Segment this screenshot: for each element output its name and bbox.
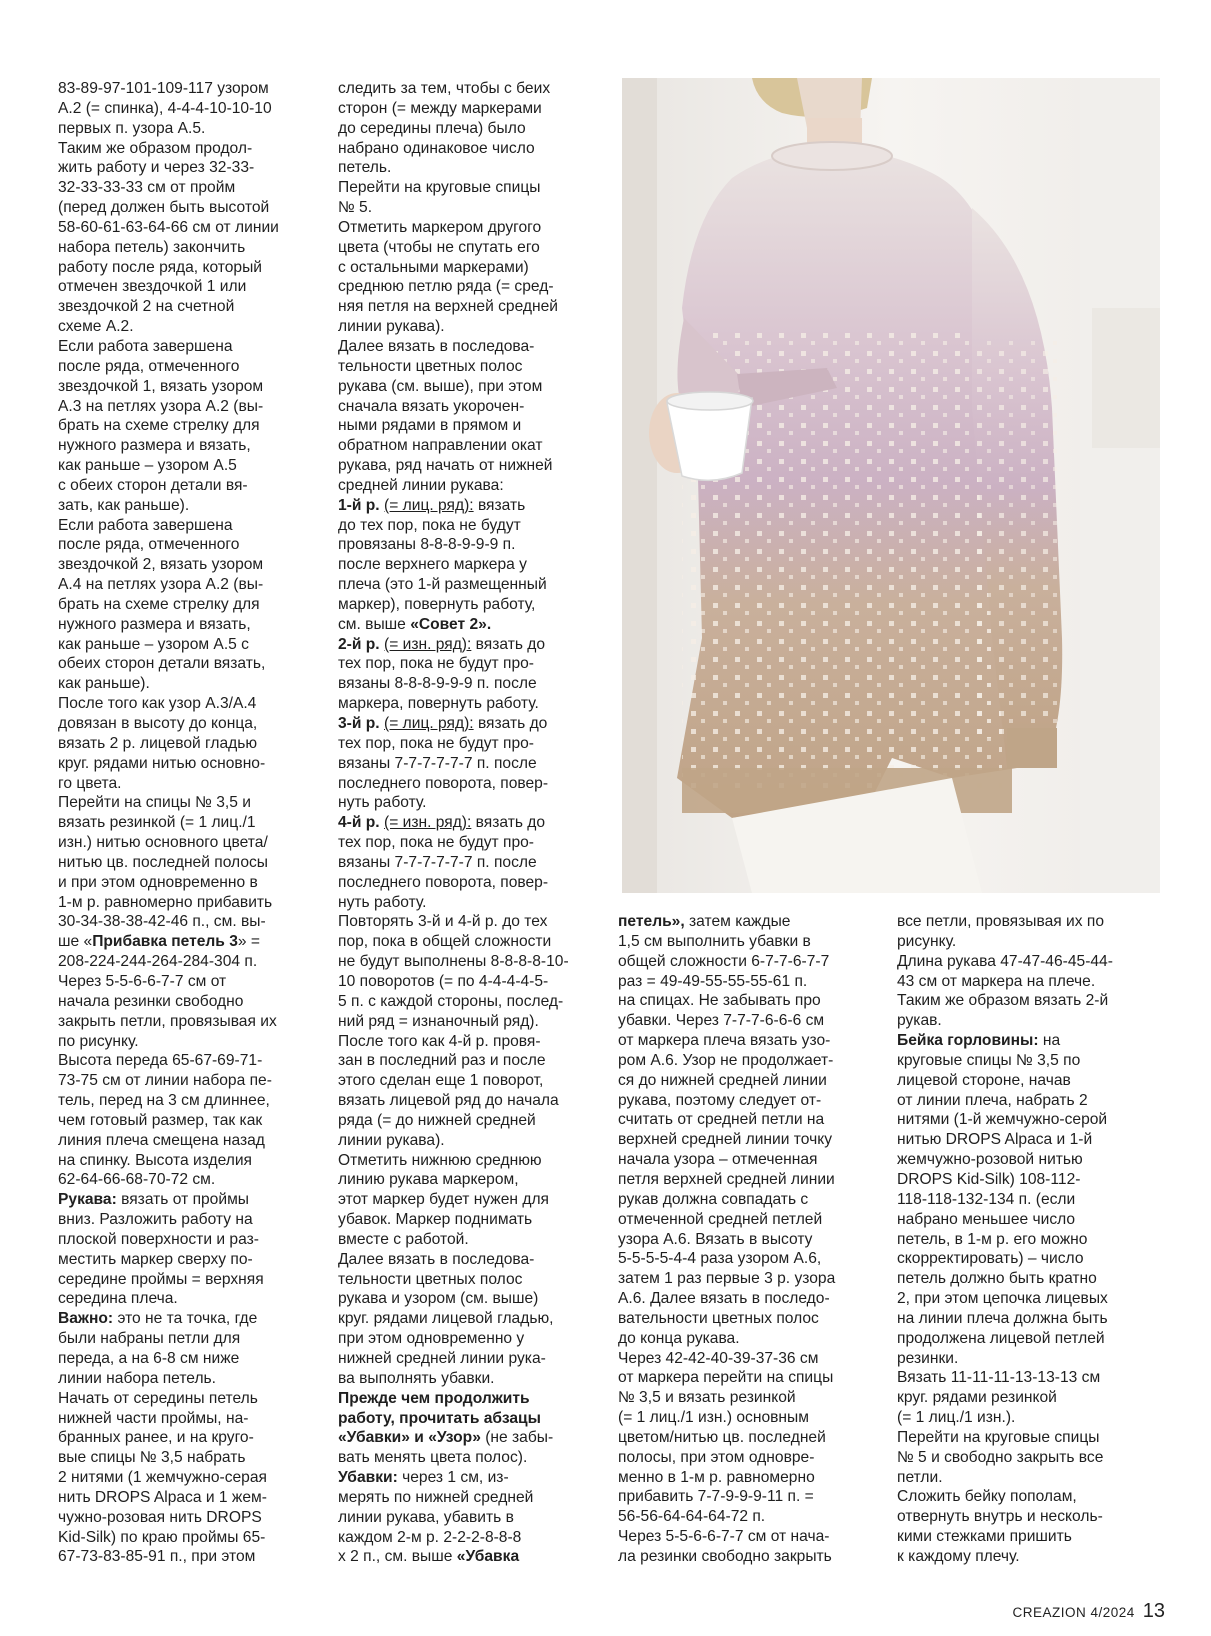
text-line: «Убавки» и «Узор» (не забы- bbox=[338, 1429, 554, 1447]
text-line: при этом одновременно у bbox=[338, 1330, 525, 1348]
text-line: вниз. Разложить работу на bbox=[58, 1211, 253, 1229]
text-line: нижней средней линии рука- bbox=[338, 1350, 546, 1367]
text-line: как раньше – узором A.5 с bbox=[58, 635, 249, 653]
text-line: Повторять 3-й и 4-й р. до тех bbox=[338, 913, 548, 931]
page-footer bbox=[1012, 1600, 1165, 1624]
text-line: (перед должен быть высотой bbox=[58, 199, 270, 217]
text-line: последнего поворота, повер- bbox=[338, 873, 549, 891]
text-line: Если работа завершена bbox=[58, 337, 233, 355]
text-line: по рисунку. bbox=[58, 1032, 139, 1050]
text-line: 58-60-61-63-64-66 см от линии bbox=[58, 218, 279, 236]
text-line: ше «Прибавка петель 3» = bbox=[58, 933, 261, 951]
text-line: рукава, поэтому следует от- bbox=[618, 1091, 822, 1109]
text-line: середине проймы = верхняя bbox=[58, 1270, 264, 1288]
text-line: рукав должна совпадать с bbox=[618, 1190, 809, 1208]
text-line: Вязать 11-11-11-13-13-13 см bbox=[897, 1369, 1101, 1387]
text-line: Сложить бейку пополам, bbox=[897, 1488, 1077, 1506]
text-line: (= 1 лиц./1 изн.) основным bbox=[618, 1409, 809, 1427]
text-line: 1,5 см выполнить убавки в bbox=[618, 932, 811, 950]
text-line: № 5. bbox=[338, 199, 373, 217]
text-line: верхней средней линии точку bbox=[618, 1131, 833, 1149]
text-line: среднюю петлю ряда (= сред- bbox=[338, 278, 554, 296]
page-number: 13 bbox=[1142, 1600, 1165, 1622]
text-line: тельности цветных полос bbox=[338, 1270, 523, 1288]
text-line: рукав. bbox=[897, 1012, 942, 1030]
text-line: отвернуть внутрь и несколь- bbox=[897, 1508, 1103, 1526]
text-line: брать на схеме стрелку для bbox=[58, 417, 260, 435]
text-line: 30-34-38-38-42-46 п., см. вы- bbox=[58, 913, 266, 931]
text-line: этого сделан еще 1 поворот, bbox=[338, 1072, 544, 1090]
text-line: Далее вязать в последова- bbox=[338, 337, 535, 355]
text-line: 1-й р. (= лиц. ряд): вязать bbox=[338, 496, 526, 514]
text-line: общей сложности 6-7-7-6-7-7 bbox=[618, 952, 830, 970]
text-line: ными рядами в прямом и bbox=[338, 417, 522, 435]
text-line: от маркера перейти на спицы bbox=[618, 1369, 834, 1387]
text-line: с остальными маркерами) bbox=[338, 258, 529, 276]
text-line: 2-й р. (= изн. ряд): вязать до bbox=[338, 635, 546, 653]
text-line: маркера, повернуть работу. bbox=[338, 695, 539, 713]
text-line: прибавить 7-7-9-9-9-11 п. = bbox=[618, 1488, 814, 1506]
text-line: № 5 и свободно закрыть все bbox=[897, 1448, 1104, 1466]
text-line: тех пор, пока не будут про- bbox=[338, 655, 535, 673]
text-line: полосы, при этом одновре- bbox=[618, 1448, 815, 1466]
text-line: убавки. Через 7-7-7-6-6-6 см bbox=[618, 1012, 825, 1030]
text-line: тельности цветных полос bbox=[338, 357, 523, 375]
text-line: ла резинки свободно закрыть bbox=[618, 1548, 832, 1565]
text-line: чужно-розовая нить DROPS bbox=[58, 1508, 262, 1526]
text-line: 2 нитями (1 жемчужно-серая bbox=[58, 1469, 267, 1487]
text-line: Рукава: вязать от проймы bbox=[58, 1191, 249, 1209]
text-column-1 bbox=[58, 79, 310, 1567]
text-line: линии рукава). bbox=[338, 318, 445, 336]
text-line: ва выполнять убавки. bbox=[338, 1369, 495, 1387]
text-line: и при этом одновременно в bbox=[58, 873, 258, 891]
text-line: 10 поворотов (= по 4-4-4-4-5- bbox=[338, 972, 549, 990]
text-line: нижней части проймы, на- bbox=[58, 1409, 249, 1427]
text-line: Прежде чем продолжить bbox=[338, 1389, 530, 1407]
text-line: Отметить маркером другого bbox=[338, 218, 542, 236]
text-line: ся до нижней средней линии bbox=[618, 1071, 827, 1089]
text-line: петель, в 1-м р. его можно bbox=[897, 1230, 1088, 1248]
text-line: круг. рядами нитью основно- bbox=[58, 754, 266, 772]
text-line: с обеих сторон детали вя- bbox=[58, 476, 248, 494]
text-line: Через 5-5-6-6-7-7 см от нача- bbox=[618, 1528, 830, 1546]
text-line: A.2 (= спинка), 4-4-4-10-10-10 bbox=[58, 99, 272, 117]
text-line: Перейти на круговые спицы bbox=[338, 179, 541, 197]
text-line: 83-89-97-101-109-117 узором bbox=[58, 80, 269, 97]
text-line: Таким же образом вязать 2-й bbox=[897, 992, 1109, 1010]
text-line: до тех пор, пока не будут bbox=[338, 516, 521, 534]
text-line: на спицах. Не забывать про bbox=[618, 992, 821, 1010]
text-line: нуть работу. bbox=[338, 794, 427, 812]
text-column-3 bbox=[618, 912, 876, 1567]
text-line: обеих сторон детали вязать, bbox=[58, 655, 266, 673]
text-line: довязан в высоту до конца, bbox=[58, 715, 258, 732]
text-line: считать от средней петли на bbox=[618, 1111, 825, 1129]
text-line: пор, пока в общей сложности bbox=[338, 933, 552, 951]
text-line: сторон (= между маркерами bbox=[338, 99, 542, 117]
text-line: к каждому плечу. bbox=[897, 1548, 1020, 1565]
text-line: нитью DROPS Alpaca и 1-й bbox=[897, 1131, 1093, 1149]
text-line: как раньше – узором A.5 bbox=[58, 457, 237, 475]
text-line: сначала вязать укорочен- bbox=[338, 397, 525, 415]
text-line: круг. рядами лицевой гладью, bbox=[338, 1310, 554, 1328]
text-line: после ряда, отмеченного bbox=[58, 357, 240, 375]
text-line: ром A.6. Узор не продолжает- bbox=[618, 1051, 834, 1069]
text-line: кими стежками пришить bbox=[897, 1528, 1072, 1546]
text-line: круг. рядами резинкой bbox=[897, 1389, 1057, 1407]
text-line: Длина рукава 47-47-46-45-44- bbox=[897, 952, 1113, 970]
text-line: последнего поворота, повер- bbox=[338, 774, 549, 792]
text-line: Перейти на спицы № 3,5 и bbox=[58, 794, 251, 812]
text-column-4 bbox=[897, 912, 1159, 1567]
text-line: 208-224-244-264-284-304 п. bbox=[58, 953, 258, 971]
text-line: круговые спицы № 3,5 по bbox=[897, 1051, 1081, 1069]
text-line: Бейка горловины: на bbox=[897, 1032, 1061, 1050]
text-line: лицевой стороне, начав bbox=[897, 1071, 1071, 1089]
text-line: мерять по нижней средней bbox=[338, 1488, 534, 1506]
text-line: Начать от середины петель bbox=[58, 1389, 258, 1407]
text-line: вязать лицевой ряд до начала bbox=[338, 1092, 559, 1110]
text-line: схеме A.2. bbox=[58, 318, 134, 336]
text-line: петли. bbox=[897, 1468, 943, 1486]
text-line: были набраны петли для bbox=[58, 1330, 241, 1348]
text-line: цветом/нитью цв. последней bbox=[618, 1428, 826, 1446]
text-line: Перейти на круговые спицы bbox=[897, 1428, 1100, 1446]
text-line: узора A.6. Вязать в высоту bbox=[618, 1230, 813, 1248]
text-line: Важно: это не та точка, где bbox=[58, 1310, 258, 1328]
text-line: линии рукава, убавить в bbox=[338, 1508, 514, 1526]
text-line: Высота переда 65-67-69-71- bbox=[58, 1052, 263, 1070]
text-line: Kid-Silk) по краю проймы 65- bbox=[58, 1528, 266, 1546]
text-line: следить за тем, чтобы с беих bbox=[338, 80, 551, 97]
text-line: 1-м р. равномерно прибавить bbox=[58, 893, 273, 911]
text-line: тех пор, пока не будут про- bbox=[338, 834, 535, 852]
text-line: средней линии рукава: bbox=[338, 476, 504, 494]
text-line: обратном направлении окат bbox=[338, 437, 543, 455]
text-line: вязаны 7-7-7-7-7-7 п. после bbox=[338, 754, 537, 772]
text-line: набрано меньшее число bbox=[897, 1210, 1076, 1228]
text-line: до конца рукава. bbox=[618, 1329, 740, 1347]
text-line: вязать резинкой (= 1 лиц./1 bbox=[58, 814, 256, 832]
text-line: провязаны 8-8-8-9-9-9 п. bbox=[338, 536, 516, 554]
text-line: раз = 49-49-55-55-55-61 п. bbox=[618, 972, 808, 990]
text-line: на спинку. Высота изделия bbox=[58, 1151, 252, 1169]
text-line: от линии плеча, набрать 2 bbox=[897, 1091, 1088, 1109]
text-line: этот маркер будет нужен для bbox=[338, 1191, 549, 1209]
text-line: 67-73-83-85-91 п., при этом bbox=[58, 1548, 256, 1566]
text-line: После того как 4-й р. провя- bbox=[338, 1032, 541, 1050]
text-line: плеча (это 1-й размещенный bbox=[338, 576, 547, 594]
text-column-2 bbox=[338, 79, 600, 1567]
text-line: 3-й р. (= лиц. ряд): вязать до bbox=[338, 715, 548, 732]
text-line: Убавки: через 1 см, из- bbox=[338, 1469, 509, 1487]
text-line: затем 1 раз первые 3 р. узора bbox=[618, 1270, 836, 1288]
text-line: После того как узор A.3/A.4 bbox=[58, 695, 257, 713]
text-line: 5-5-5-5-4-4 раза узором A.6, bbox=[618, 1250, 822, 1268]
text-line: как раньше). bbox=[58, 675, 150, 693]
text-line: менно в 1-м р. равномерно bbox=[618, 1468, 815, 1486]
text-line: 118-118-132-134 п. (если bbox=[897, 1190, 1076, 1208]
text-line: A.4 на петлях узора A.2 (вы- bbox=[58, 576, 264, 594]
text-line: звездочкой 1, вязать узором bbox=[58, 377, 264, 395]
text-line: брать на схеме стрелку для bbox=[58, 595, 260, 613]
text-line: вательности цветных полос bbox=[618, 1309, 819, 1327]
text-line: (= 1 лиц./1 изн.). bbox=[897, 1409, 1016, 1427]
text-line: 56-56-64-64-64-72 п. bbox=[618, 1508, 766, 1526]
text-line: рукава (см. выше), при этом bbox=[338, 377, 543, 395]
text-line: маркер), повернуть работу, bbox=[338, 595, 536, 613]
text-line: отмеченной средней петлей bbox=[618, 1210, 823, 1228]
text-line: нитями (1-й жемчужно-серой bbox=[897, 1111, 1108, 1129]
text-line: звездочкой 2, вязать узором bbox=[58, 556, 264, 574]
sweater-photo bbox=[622, 78, 1160, 893]
text-line: вые спицы № 3,5 набрать bbox=[58, 1449, 246, 1467]
text-line: отмечен звездочкой 1 или bbox=[58, 278, 247, 296]
text-line: рукава, ряд начать от нижней bbox=[338, 457, 553, 475]
text-line: переда, а на 6-8 см ниже bbox=[58, 1350, 240, 1367]
text-line: A.6. Далее вязать в последо- bbox=[618, 1290, 830, 1308]
text-line: 43 см от маркера на плече. bbox=[897, 972, 1096, 990]
text-line: жить работу и через 32-33- bbox=[58, 159, 255, 177]
text-line: каждом 2-м р. 2-2-2-8-8-8 bbox=[338, 1528, 522, 1546]
text-line: петля верхней средней линии bbox=[618, 1170, 835, 1188]
text-line: 2, при этом цепочка лицевых bbox=[897, 1290, 1108, 1308]
text-line: няя петля на верхней средней bbox=[338, 298, 559, 316]
text-line: тех пор, пока не будут про- bbox=[338, 734, 535, 752]
text-line: линия плеча смещена назад bbox=[58, 1131, 265, 1149]
text-line: работу, прочитать абзацы bbox=[338, 1409, 541, 1427]
text-line: го цвета. bbox=[58, 774, 122, 792]
text-line: тель, перед на 3 см длиннее, bbox=[58, 1092, 270, 1110]
text-line: ряда (= до нижней средней bbox=[338, 1111, 536, 1129]
magazine-issue: CREAZION 4/2024 bbox=[1012, 1605, 1135, 1620]
text-line: Через 42-42-40-39-37-36 см bbox=[618, 1349, 819, 1367]
text-line: A.3 на петлях узора A.2 (вы- bbox=[58, 397, 264, 415]
text-line: цвета (чтобы не спутать его bbox=[338, 238, 540, 256]
text-line: на линии плеча должна быть bbox=[897, 1309, 1108, 1327]
text-line: от маркера плеча вязать узо- bbox=[618, 1032, 831, 1050]
text-line: звездочкой 2 на счетной bbox=[58, 298, 235, 316]
text-line: № 3,5 и вязать резинкой bbox=[618, 1389, 796, 1407]
text-line: рукава и узором (см. выше) bbox=[338, 1290, 539, 1308]
text-line: петель должно быть кратно bbox=[897, 1270, 1097, 1288]
sweater-illustration bbox=[622, 78, 1160, 893]
text-line: рисунку. bbox=[897, 932, 957, 950]
text-line: DROPS Kid-Silk) 108-112- bbox=[897, 1170, 1081, 1188]
text-line: вязать 2 р. лицевой гладью bbox=[58, 734, 258, 752]
text-line: вязаны 7-7-7-7-7-7 п. после bbox=[338, 853, 537, 871]
text-line: см. выше «Совет 2». bbox=[338, 615, 492, 633]
text-line: плоской поверхности и раз- bbox=[58, 1230, 259, 1248]
text-line: 73-75 см от линии набора пе- bbox=[58, 1072, 272, 1090]
text-line: нитью цв. последней полосы bbox=[58, 853, 268, 871]
text-line: жемчужно-розовой нитью bbox=[897, 1151, 1083, 1169]
text-line: закрыть петли, провязывая их bbox=[58, 1012, 277, 1030]
text-line: зан в последний раз и после bbox=[338, 1052, 546, 1070]
text-line: нужного размера и вязать, bbox=[58, 437, 251, 455]
text-line: 4-й р. (= изн. ряд): вязать до bbox=[338, 814, 546, 832]
text-line: скорректировать) – число bbox=[897, 1250, 1084, 1268]
text-line: нуть работу. bbox=[338, 893, 427, 911]
text-line: все петли, провязывая их по bbox=[897, 913, 1104, 930]
text-line: после верхнего маркера у bbox=[338, 556, 527, 574]
text-line: работу после ряда, который bbox=[58, 258, 263, 276]
text-line: убавок. Маркер поднимать bbox=[338, 1211, 533, 1229]
text-line: Если работа завершена bbox=[58, 516, 233, 534]
text-line: вязаны 8-8-8-9-9-9 п. после bbox=[338, 675, 537, 693]
text-line: вместе с работой. bbox=[338, 1230, 469, 1248]
text-line: первых п. узора A.5. bbox=[58, 119, 206, 137]
text-line: изн.) нитью основного цвета/ bbox=[58, 834, 268, 852]
text-line: Через 5-5-6-6-7-7 см от bbox=[58, 972, 227, 990]
text-line: бранных ранее, и на круго- bbox=[58, 1429, 254, 1447]
text-line: зать, как раньше). bbox=[58, 496, 190, 514]
text-line: линию рукава маркером, bbox=[338, 1171, 519, 1189]
text-line: 32-33-33-33 см от пройм bbox=[58, 179, 236, 197]
text-line: нить DROPS Alpaca и 1 жем- bbox=[58, 1488, 267, 1506]
text-line: петель. bbox=[338, 159, 392, 177]
text-line: набрано одинаковое число bbox=[338, 139, 535, 157]
text-line: нужного размера и вязать, bbox=[58, 615, 251, 633]
text-line: линии рукава). bbox=[338, 1131, 445, 1149]
text-line: после ряда, отмеченного bbox=[58, 536, 240, 554]
text-line: до середины плеча) было bbox=[338, 119, 526, 137]
text-line: Далее вязать в последова- bbox=[338, 1250, 535, 1268]
text-line: начала узора – отмеченная bbox=[618, 1151, 818, 1169]
text-line: 5 п. с каждой стороны, послед- bbox=[338, 992, 564, 1010]
text-line: 62-64-66-68-70-72 см. bbox=[58, 1171, 216, 1189]
text-line: начала резинки свободно bbox=[58, 992, 244, 1010]
text-line: х 2 п., см. выше «Убавка bbox=[338, 1548, 520, 1566]
text-line: набора петель) закончить bbox=[58, 238, 246, 256]
text-line: Таким же образом продол- bbox=[58, 139, 253, 157]
text-line: чем готовый размер, так как bbox=[58, 1111, 263, 1129]
text-line: резинки. bbox=[897, 1349, 959, 1367]
text-line: местить маркер сверху по- bbox=[58, 1250, 253, 1268]
text-line: Отметить нижнюю среднюю bbox=[338, 1151, 542, 1169]
text-line: продолжена лицевой петлей bbox=[897, 1329, 1105, 1347]
text-line: ний ряд = изнаночный ряд). bbox=[338, 1012, 539, 1030]
text-line: не будут выполнены 8-8-8-8-10- bbox=[338, 953, 569, 971]
text-line: линии набора петель. bbox=[58, 1369, 217, 1387]
text-line: петель», затем каждые bbox=[618, 913, 791, 930]
text-line: вать менять цвета полос). bbox=[338, 1449, 528, 1467]
text-line: середина плеча. bbox=[58, 1290, 178, 1308]
